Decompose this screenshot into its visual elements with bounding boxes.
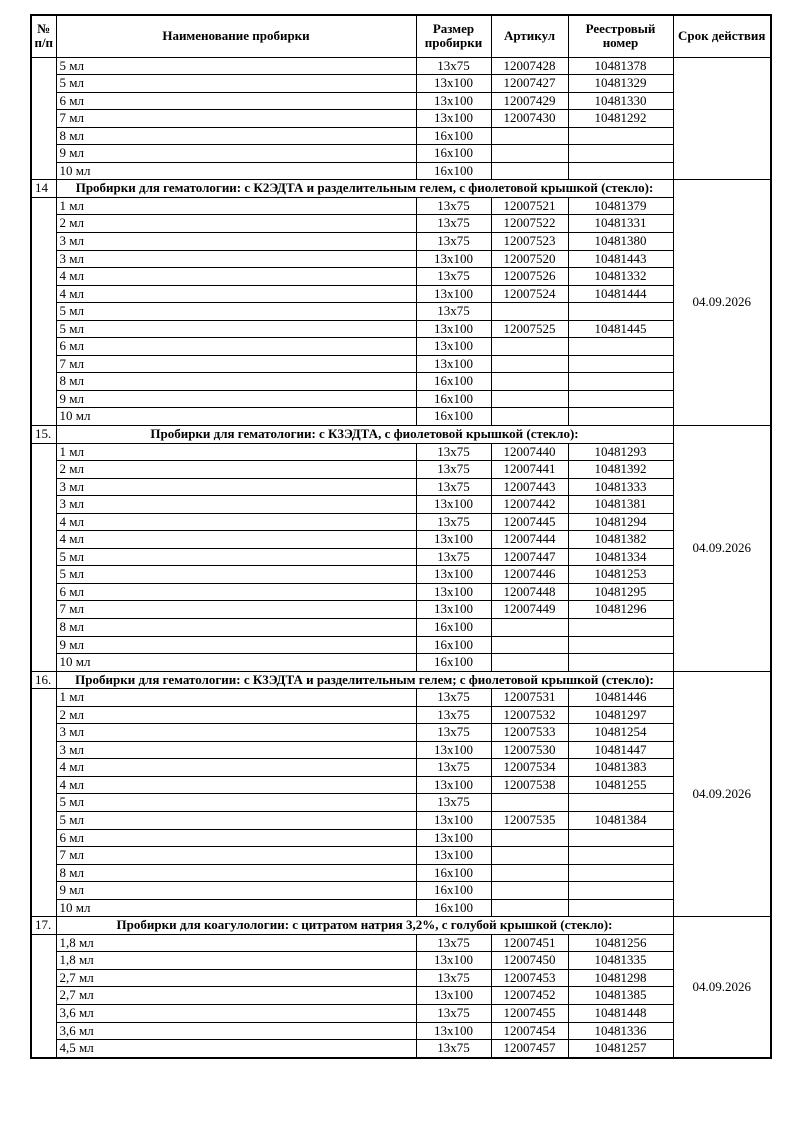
cell-volume: 4 мл (56, 776, 416, 794)
cell-registry (568, 864, 673, 882)
cell-registry: 10481379 (568, 197, 673, 215)
cell-registry: 10481448 (568, 1005, 673, 1023)
cell-registry (568, 408, 673, 426)
cell-article (491, 355, 568, 373)
cell-article: 12007428 (491, 57, 568, 75)
table-row (31, 215, 771, 233)
table-row (31, 724, 771, 742)
cell-registry: 10481256 (568, 934, 673, 952)
section-title: Пробирки для гематологии: с К2ЭДТА и разделительным гелем, с фиолетовой крышкой (стекло): (56, 180, 673, 198)
table-row (31, 952, 771, 970)
cell-volume: 3 мл (56, 250, 416, 268)
cell-registry (568, 636, 673, 654)
cell-volume: 2 мл (56, 706, 416, 724)
cell-registry: 10481295 (568, 583, 673, 601)
cell-article: 12007427 (491, 75, 568, 93)
table-row (31, 268, 771, 286)
cell-size: 13х75 (416, 969, 491, 987)
table-row (31, 145, 771, 163)
row-number-cell (31, 57, 56, 180)
cell-registry: 10481381 (568, 496, 673, 514)
col-header-article: Артикул (491, 15, 568, 57)
cell-volume: 3,6 мл (56, 1005, 416, 1023)
table-row (31, 636, 771, 654)
cell-registry: 10481297 (568, 706, 673, 724)
cell-registry: 10481446 (568, 689, 673, 707)
cell-size: 13х75 (416, 706, 491, 724)
cell-article: 12007520 (491, 250, 568, 268)
cell-article: 12007525 (491, 320, 568, 338)
cell-article (491, 654, 568, 672)
table-row (31, 75, 771, 93)
cell-size: 16х100 (416, 654, 491, 672)
col-header-registry: Реестровый номер (568, 15, 673, 57)
table-row (31, 741, 771, 759)
cell-registry: 10481253 (568, 566, 673, 584)
cell-article: 12007448 (491, 583, 568, 601)
cell-article: 12007449 (491, 601, 568, 619)
cell-volume: 4 мл (56, 531, 416, 549)
validity-cell: 04.09.2026 (673, 671, 771, 917)
row-number-cell (31, 934, 56, 1057)
cell-size: 13х100 (416, 987, 491, 1005)
table-row (31, 654, 771, 672)
cell-size: 13х75 (416, 934, 491, 952)
cell-volume: 3 мл (56, 232, 416, 250)
cell-size: 13х75 (416, 759, 491, 777)
cell-size: 16х100 (416, 408, 491, 426)
cell-article: 12007526 (491, 268, 568, 286)
cell-size: 16х100 (416, 145, 491, 163)
table-row (31, 320, 771, 338)
cell-size: 13х75 (416, 478, 491, 496)
cell-article: 12007533 (491, 724, 568, 742)
cell-article: 12007444 (491, 531, 568, 549)
cell-size: 16х100 (416, 127, 491, 145)
cell-article: 12007451 (491, 934, 568, 952)
cell-volume: 3 мл (56, 478, 416, 496)
cell-size: 13х75 (416, 443, 491, 461)
cell-registry (568, 899, 673, 917)
cell-volume: 6 мл (56, 92, 416, 110)
cell-size: 13х100 (416, 566, 491, 584)
cell-article: 12007524 (491, 285, 568, 303)
cell-article (491, 882, 568, 900)
cell-volume: 7 мл (56, 110, 416, 128)
tube-registry-table (30, 14, 772, 1059)
cell-volume: 10 мл (56, 408, 416, 426)
table-row (31, 864, 771, 882)
cell-registry (568, 303, 673, 321)
cell-registry: 10481384 (568, 812, 673, 830)
cell-registry: 10481447 (568, 741, 673, 759)
cell-article: 12007442 (491, 496, 568, 514)
cell-registry (568, 145, 673, 163)
table-row (31, 899, 771, 917)
table-row (31, 57, 771, 75)
cell-volume: 2,7 мл (56, 987, 416, 1005)
cell-registry (568, 619, 673, 637)
cell-article: 12007429 (491, 92, 568, 110)
col-header-size: Размер пробирки (416, 15, 491, 57)
row-number-cell (31, 197, 56, 425)
cell-volume: 3 мл (56, 741, 416, 759)
col-header-num: № п/п (31, 15, 56, 57)
cell-size: 13х100 (416, 601, 491, 619)
cell-size: 13х100 (416, 847, 491, 865)
cell-article (491, 127, 568, 145)
cell-size: 13х75 (416, 724, 491, 742)
table-row (31, 531, 771, 549)
cell-volume: 1,8 мл (56, 952, 416, 970)
cell-volume: 9 мл (56, 636, 416, 654)
cell-size: 13х75 (416, 215, 491, 233)
table-row (31, 303, 771, 321)
cell-volume: 6 мл (56, 829, 416, 847)
col-header-validity: Срок действия (673, 15, 771, 57)
validity-cell (673, 57, 771, 180)
cell-size: 16х100 (416, 619, 491, 637)
cell-registry: 10481329 (568, 75, 673, 93)
table-row (31, 110, 771, 128)
cell-volume: 5 мл (56, 320, 416, 338)
cell-size: 13х75 (416, 689, 491, 707)
cell-size: 16х100 (416, 390, 491, 408)
cell-size: 13х75 (416, 268, 491, 286)
cell-volume: 1 мл (56, 197, 416, 215)
cell-volume: 5 мл (56, 75, 416, 93)
table-header (31, 15, 771, 57)
cell-article (491, 303, 568, 321)
cell-registry: 10481385 (568, 987, 673, 1005)
table-row (31, 285, 771, 303)
table-row (31, 706, 771, 724)
cell-registry: 10481380 (568, 232, 673, 250)
cell-registry: 10481445 (568, 320, 673, 338)
cell-article (491, 338, 568, 356)
cell-size: 13х100 (416, 250, 491, 268)
cell-size: 16х100 (416, 162, 491, 180)
cell-volume: 4,5 мл (56, 1040, 416, 1058)
cell-size: 13х100 (416, 1022, 491, 1040)
cell-size: 13х100 (416, 285, 491, 303)
cell-size: 13х75 (416, 303, 491, 321)
cell-size: 16х100 (416, 864, 491, 882)
cell-article: 12007446 (491, 566, 568, 584)
cell-size: 13х75 (416, 794, 491, 812)
table-row (31, 250, 771, 268)
header-row (31, 15, 771, 57)
cell-size: 13х100 (416, 952, 491, 970)
cell-registry: 10481444 (568, 285, 673, 303)
table-row (31, 812, 771, 830)
cell-size: 13х100 (416, 812, 491, 830)
cell-size: 13х75 (416, 1040, 491, 1058)
cell-volume: 5 мл (56, 566, 416, 584)
cell-size: 13х100 (416, 110, 491, 128)
cell-article: 12007455 (491, 1005, 568, 1023)
cell-article (491, 373, 568, 391)
cell-article: 12007522 (491, 215, 568, 233)
cell-registry (568, 162, 673, 180)
section-number: 14 (31, 180, 56, 198)
cell-registry: 10481255 (568, 776, 673, 794)
cell-volume: 5 мл (56, 794, 416, 812)
cell-registry: 10481383 (568, 759, 673, 777)
validity-cell: 04.09.2026 (673, 917, 771, 1058)
cell-article: 12007521 (491, 197, 568, 215)
cell-volume: 9 мл (56, 882, 416, 900)
validity-cell: 04.09.2026 (673, 180, 771, 426)
cell-article: 12007453 (491, 969, 568, 987)
cell-volume: 2 мл (56, 461, 416, 479)
table-row (31, 338, 771, 356)
cell-article: 12007538 (491, 776, 568, 794)
table-row (31, 513, 771, 531)
cell-volume: 5 мл (56, 57, 416, 75)
table-row (31, 461, 771, 479)
cell-article: 12007445 (491, 513, 568, 531)
cell-size: 13х75 (416, 513, 491, 531)
section-header-row (31, 917, 771, 935)
cell-article: 12007523 (491, 232, 568, 250)
cell-volume: 1 мл (56, 689, 416, 707)
cell-volume: 4 мл (56, 285, 416, 303)
cell-registry (568, 847, 673, 865)
cell-volume: 1 мл (56, 443, 416, 461)
cell-volume: 4 мл (56, 268, 416, 286)
section-title: Пробирки для гематологии: с К3ЭДТА и разделительным гелем; с фиолетовой крышкой (стекло): (56, 671, 673, 689)
section-header-row (31, 671, 771, 689)
table-row (31, 390, 771, 408)
cell-volume: 4 мл (56, 759, 416, 777)
table-body (31, 57, 771, 1058)
cell-registry: 10481336 (568, 1022, 673, 1040)
table-row (31, 987, 771, 1005)
table-row (31, 583, 771, 601)
cell-registry: 10481392 (568, 461, 673, 479)
table-row (31, 127, 771, 145)
section-title: Пробирки для гематологии: с К3ЭДТА, с фиолетовой крышкой (стекло): (56, 425, 673, 443)
table-row (31, 408, 771, 426)
cell-volume: 3,6 мл (56, 1022, 416, 1040)
cell-article: 12007454 (491, 1022, 568, 1040)
cell-registry (568, 654, 673, 672)
cell-article: 12007430 (491, 110, 568, 128)
cell-registry: 10481292 (568, 110, 673, 128)
section-number: 17. (31, 917, 56, 935)
row-number-cell (31, 443, 56, 671)
cell-article: 12007532 (491, 706, 568, 724)
cell-article (491, 390, 568, 408)
cell-article: 12007530 (491, 741, 568, 759)
section-header-row (31, 425, 771, 443)
cell-size: 13х100 (416, 320, 491, 338)
cell-volume: 8 мл (56, 127, 416, 145)
cell-registry: 10481334 (568, 548, 673, 566)
cell-article: 12007535 (491, 812, 568, 830)
table-row (31, 1022, 771, 1040)
cell-volume: 2,7 мл (56, 969, 416, 987)
table-row (31, 601, 771, 619)
validity-cell: 04.09.2026 (673, 425, 771, 671)
table-row (31, 794, 771, 812)
cell-article: 12007452 (491, 987, 568, 1005)
cell-registry: 10481378 (568, 57, 673, 75)
cell-volume: 1,8 мл (56, 934, 416, 952)
cell-volume: 3 мл (56, 724, 416, 742)
cell-registry: 10481335 (568, 952, 673, 970)
cell-article: 12007440 (491, 443, 568, 461)
cell-volume: 5 мл (56, 812, 416, 830)
cell-article (491, 145, 568, 163)
table-row (31, 566, 771, 584)
cell-registry: 10481443 (568, 250, 673, 268)
cell-article (491, 636, 568, 654)
table-row (31, 934, 771, 952)
table-row (31, 162, 771, 180)
table-row (31, 355, 771, 373)
cell-volume: 7 мл (56, 847, 416, 865)
cell-registry: 10481257 (568, 1040, 673, 1058)
cell-registry: 10481332 (568, 268, 673, 286)
section-number: 15. (31, 425, 56, 443)
cell-size: 13х100 (416, 583, 491, 601)
cell-volume: 10 мл (56, 654, 416, 672)
cell-volume: 10 мл (56, 899, 416, 917)
cell-registry (568, 390, 673, 408)
table-row (31, 496, 771, 514)
cell-volume: 8 мл (56, 864, 416, 882)
cell-registry (568, 338, 673, 356)
cell-article: 12007534 (491, 759, 568, 777)
table-row (31, 478, 771, 496)
cell-article (491, 162, 568, 180)
cell-size: 13х100 (416, 355, 491, 373)
cell-article (491, 899, 568, 917)
table-row (31, 847, 771, 865)
row-number-cell (31, 689, 56, 917)
cell-volume: 6 мл (56, 338, 416, 356)
cell-size: 13х100 (416, 75, 491, 93)
cell-registry (568, 355, 673, 373)
cell-size: 13х75 (416, 548, 491, 566)
table-row (31, 1005, 771, 1023)
cell-size: 13х100 (416, 531, 491, 549)
table-row (31, 969, 771, 987)
cell-registry: 10481294 (568, 513, 673, 531)
table-row (31, 1040, 771, 1058)
cell-size: 13х100 (416, 496, 491, 514)
cell-size: 16х100 (416, 636, 491, 654)
cell-article: 12007441 (491, 461, 568, 479)
cell-registry (568, 882, 673, 900)
cell-size: 13х75 (416, 232, 491, 250)
cell-volume: 8 мл (56, 619, 416, 637)
cell-article (491, 619, 568, 637)
cell-volume: 9 мл (56, 390, 416, 408)
col-header-name: Наименование пробирки (56, 15, 416, 57)
table-row (31, 882, 771, 900)
cell-size: 13х100 (416, 829, 491, 847)
cell-article: 12007447 (491, 548, 568, 566)
cell-size: 13х100 (416, 92, 491, 110)
table-row (31, 92, 771, 110)
table-row (31, 373, 771, 391)
cell-registry: 10481293 (568, 443, 673, 461)
cell-article: 12007450 (491, 952, 568, 970)
cell-size: 16х100 (416, 899, 491, 917)
table-row (31, 548, 771, 566)
section-title: Пробирки для коагулологии: с цитратом натрия 3,2%, с голубой крышкой (стекло): (56, 917, 673, 935)
cell-article (491, 829, 568, 847)
cell-article (491, 794, 568, 812)
table-row (31, 443, 771, 461)
cell-volume: 4 мл (56, 513, 416, 531)
cell-article: 12007443 (491, 478, 568, 496)
cell-volume: 5 мл (56, 303, 416, 321)
cell-article: 12007457 (491, 1040, 568, 1058)
cell-registry: 10481331 (568, 215, 673, 233)
section-number: 16. (31, 671, 56, 689)
cell-registry (568, 127, 673, 145)
cell-registry: 10481254 (568, 724, 673, 742)
cell-registry: 10481298 (568, 969, 673, 987)
cell-volume: 5 мл (56, 548, 416, 566)
cell-size: 13х100 (416, 741, 491, 759)
cell-volume: 10 мл (56, 162, 416, 180)
table-row (31, 197, 771, 215)
cell-size: 13х100 (416, 776, 491, 794)
cell-size: 13х75 (416, 1005, 491, 1023)
cell-volume: 7 мл (56, 601, 416, 619)
cell-volume: 9 мл (56, 145, 416, 163)
table-row (31, 619, 771, 637)
table-row (31, 689, 771, 707)
cell-size: 13х75 (416, 461, 491, 479)
cell-volume: 6 мл (56, 583, 416, 601)
cell-registry: 10481382 (568, 531, 673, 549)
cell-size: 13х75 (416, 197, 491, 215)
cell-article (491, 408, 568, 426)
cell-article (491, 864, 568, 882)
cell-volume: 8 мл (56, 373, 416, 391)
table-row (31, 776, 771, 794)
cell-size: 16х100 (416, 882, 491, 900)
table-row (31, 232, 771, 250)
cell-article (491, 847, 568, 865)
cell-size: 13х75 (416, 57, 491, 75)
table-row (31, 829, 771, 847)
section-header-row (31, 180, 771, 198)
table-row (31, 759, 771, 777)
cell-volume: 3 мл (56, 496, 416, 514)
cell-registry (568, 829, 673, 847)
cell-registry: 10481333 (568, 478, 673, 496)
cell-registry (568, 794, 673, 812)
cell-article: 12007531 (491, 689, 568, 707)
cell-registry: 10481296 (568, 601, 673, 619)
cell-volume: 7 мл (56, 355, 416, 373)
cell-size: 16х100 (416, 373, 491, 391)
cell-registry (568, 373, 673, 391)
cell-volume: 2 мл (56, 215, 416, 233)
cell-registry: 10481330 (568, 92, 673, 110)
cell-size: 13х100 (416, 338, 491, 356)
